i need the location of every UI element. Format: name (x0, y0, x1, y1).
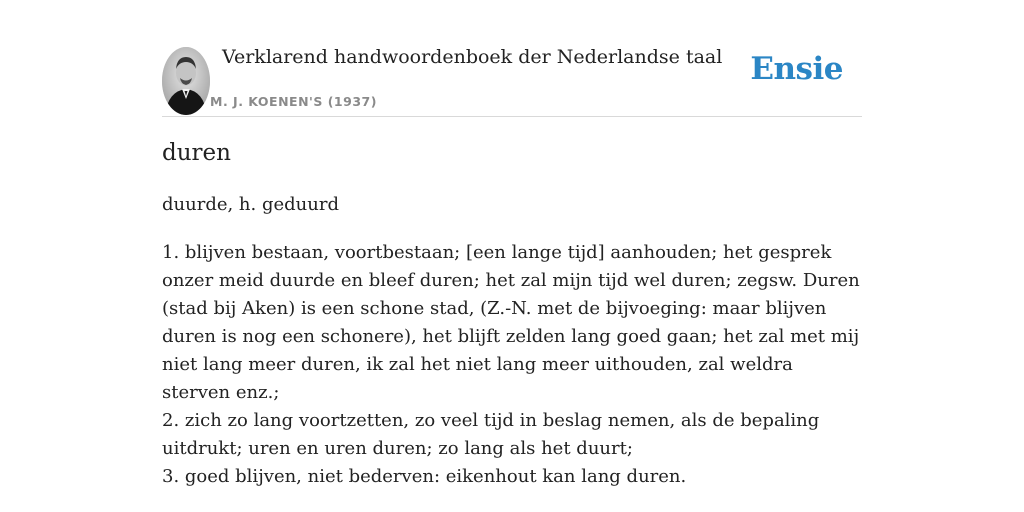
entry-definitions (162, 239, 862, 491)
ensie-logo-link[interactable]: Ensie (750, 51, 843, 87)
entry-headword: duren (162, 140, 231, 166)
definition-item: 2. zich zo lang voortzetten, zo veel tijd in beslag nemen, als de bepaling uitdrukt; uren en uren duren; zo lang als het duurt; (162, 410, 820, 459)
definition-item: 1. blijven bestaan, voortbestaan; [een lange tijd] aanhouden; het gesprek onzer meid duurde en bleef duren; het zal mijn tijd wel duren; zegsw. Duren (stad bij Aken) is een schone stad, (Z.-N. met de bijvoeging: maar blijven duren is nog een schonere), het blijft zelden lang goed gaan; het zal met mij niet lang meer duren, ik zal het niet lang meer uithouden, zal weldra sterven enz.; (162, 242, 860, 403)
entry-forms: duurde, h. geduurd (162, 194, 339, 215)
author-portrait (162, 47, 210, 115)
portrait-image (162, 47, 210, 115)
definition-item: 3. goed blijven, niet bederven: eikenhout kan lang duren. (162, 466, 687, 487)
author-label: M. J. KOENEN'S (1937) (210, 94, 377, 109)
book-title-link[interactable]: Verklarend handwoordenboek der Nederlandse taal (222, 46, 723, 68)
header (162, 40, 862, 117)
